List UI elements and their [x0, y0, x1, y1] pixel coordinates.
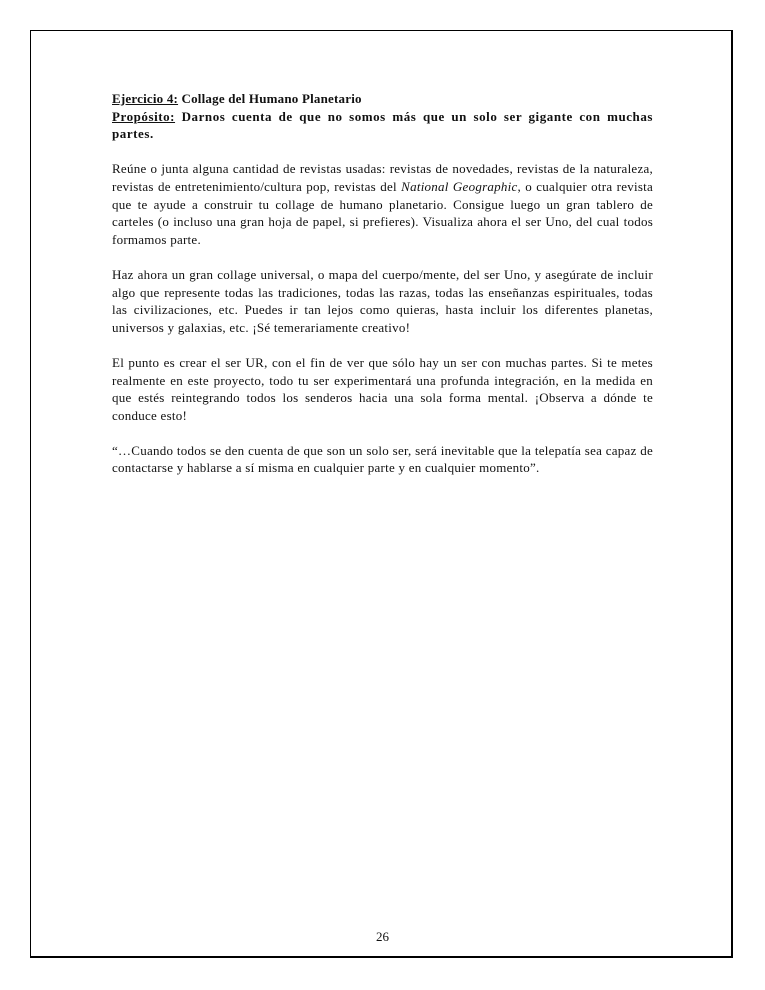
- exercise-heading: [112, 90, 653, 108]
- paragraph-collage: Haz ahora un gran collage universal, o mapa del cuerpo/mente, del ser Uno, y asegúrate de incluir algo que represente todas las tradiciones, todas las razas, todas las enseñanzas espirituales, todas las civilizaciones, etc. Puedes ir tan lejos como quieras, hasta incluir los diferentes planetas, universos y galaxias, etc. ¡Sé temerariamente creativo!: [112, 266, 653, 335]
- purpose-text: Darnos cuenta de que no somos más que un solo ser gigante con muchas partes.: [112, 108, 653, 142]
- paragraph-magazines-end: , o cualquier otra revista que te ayude a construir tu collage de humano planetario. Consigue luego un gran tablero de carteles (o incluso una gran hoja de papel, si prefieres). Visualiza ahora el ser Uno, del cual todos formamos parte.: [112, 178, 654, 247]
- exercise-label: Ejercicio 4:: [112, 91, 179, 106]
- paragraph-magazines-start: Reúne o junta alguna cantidad de revistas usadas: revistas de novedades, revistas de la naturaleza, revistas de entretenimiento/cultura pop, revistas del: [112, 161, 653, 194]
- page-number: 26: [376, 929, 389, 944]
- purpose-heading: [112, 108, 653, 143]
- document-body: [112, 90, 653, 477]
- magazine-title: National Geographic: [401, 178, 518, 194]
- paragraph-ur-being: El punto es crear el ser UR, con el fin de ver que sólo hay un ser con muchas partes. Si te metes realmente en este proyecto, todo tu ser experimentará una profunda integración, en la medida en que estés reintegrando todos los senderos hacia una sola forma mental. ¡Observa a dónde te conduce esto!: [112, 354, 653, 423]
- closing-quote: “…Cuando todos se den cuenta de que son un solo ser, será inevitable que la telepatía sea capaz de contactarse y hablarse a sí misma en cualquier parte y en cualquier momento”.: [112, 442, 653, 476]
- paragraph-magazines: [112, 160, 653, 248]
- exercise-title: Collage del Humano Planetario: [181, 91, 362, 106]
- purpose-label: Propósito:: [112, 108, 176, 124]
